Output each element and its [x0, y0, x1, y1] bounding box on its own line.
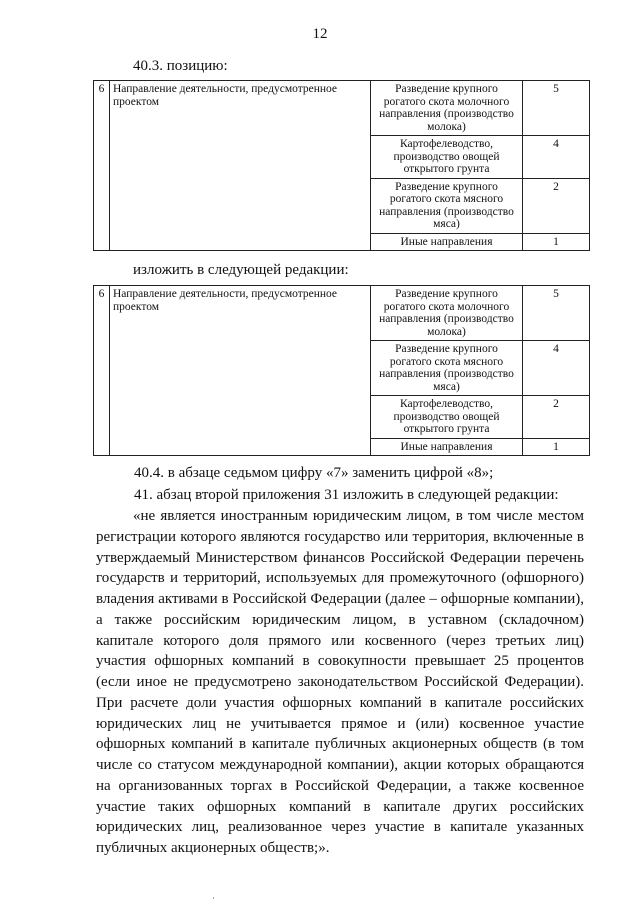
section-1-intro: 40.3. позицию: [133, 58, 228, 74]
direction-cell: Иные направления [371, 233, 523, 251]
quoted-amendment-text: «не является иностранным юридическим лицом, в том числе местом регистрации которого являются государство или территория, включенные в утверждаемый Министерством финансов Российской Федерации перечень государств и территорий, используемых для промежуточного (офшорного) владения активами в Российской Федерации (далее – офшорные компании), а также российским юридическим лицом, в уставном (складочном) капитале которого доля прямого или косвенного (через третьих лиц) участия офшорных компаний в совокупности превышает 25 процентов (если иное не предусмотрено законодательством Российской Федерации). При расчете доли участия офшорных компаний в капитале российских юридических лиц не учитывается прямое и (или) косвенное участие офшорных компаний в капитале публичных акционерных обществ (в том числе со статусом международной компании), акции которых обращаются на организованных торгах в Российской Федерации, а также косвенное участие таких офшорных компаний в капитале других российских юридических лиц, реализованное через участие в капитале указанных публичных акционерных обществ;». [96, 508, 584, 856]
criterion-description: Направление деятельности, предусмотренное проектом [110, 81, 371, 251]
score-cell: 1 [523, 438, 590, 456]
direction-cell: Разведение крупного рогатого скота молочного направления (производство молока) [371, 81, 523, 136]
page-number: 12 [312, 26, 328, 42]
score-cell: 5 [523, 286, 590, 341]
direction-cell: Картофелеводство, производство овощей открытого грунта [371, 136, 523, 179]
section-2-intro: изложить в следующей редакции: [133, 262, 349, 278]
direction-cell: Разведение крупного рогатого скота мясного направления (производство мяса) [371, 178, 523, 233]
row-number: 6 [94, 286, 110, 456]
table-row [94, 286, 590, 341]
score-cell: 5 [523, 81, 590, 136]
score-cell: 1 [523, 233, 590, 251]
table-row [94, 81, 590, 136]
score-cell: 2 [523, 178, 590, 233]
score-cell: 4 [523, 341, 590, 396]
criterion-description: Направление деятельности, предусмотренное проектом [110, 286, 371, 456]
paragraph-40-4: 40.4. в абзаце седьмом цифру «7» заменить цифрой «8»; [134, 465, 494, 481]
position-table-old [93, 80, 590, 251]
direction-cell: Картофелеводство, производство овощей открытого грунта [371, 396, 523, 439]
row-number: 6 [94, 81, 110, 251]
score-cell: 2 [523, 396, 590, 439]
paragraph-41: 41. абзац второй приложения 31 изложить в следующей редакции: [134, 487, 559, 503]
direction-cell: Разведение крупного рогатого скота мясного направления (производство мяса) [371, 341, 523, 396]
direction-cell: Иные направления [371, 438, 523, 456]
footer-mark: · [212, 893, 215, 903]
score-cell: 4 [523, 136, 590, 179]
position-table-new [93, 285, 590, 456]
direction-cell: Разведение крупного рогатого скота молочного направления (производство молока) [371, 286, 523, 341]
